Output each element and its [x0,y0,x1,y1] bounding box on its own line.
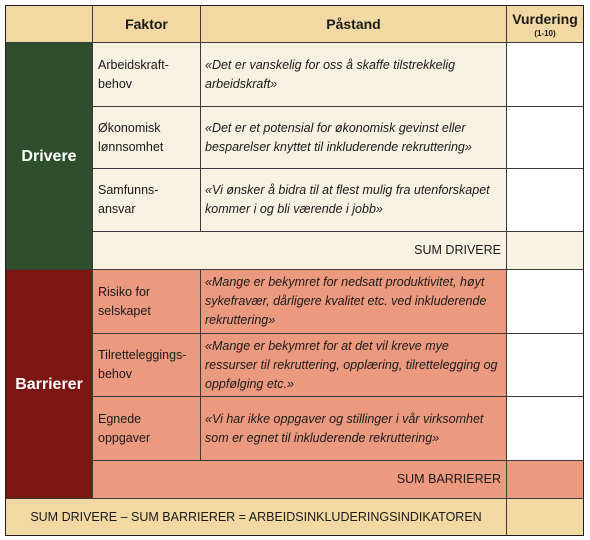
drivers-category-label: Drivere [21,147,77,165]
claim-text: «Mange er bekymret for at det vil kreve mye ressurser til rekruttering, opplæring, tilrettelegging og oppfølging etc.» [205,338,498,391]
sum-drivers-label: SUM DRIVERE [414,243,501,257]
claim-text: «Vi har ikke oppgaver og stillinger i vår virksomhet som er egnet til inkluderende rekruttering» [205,411,484,445]
drivers-row-2-rating-input[interactable] [507,107,583,169]
indicator-row [6,498,507,535]
drivers-row-3-rating-input[interactable] [507,169,583,232]
sum-barriers-label: SUM BARRIERER [396,472,501,486]
barriers-row-2-rating-input[interactable] [507,334,583,397]
drivers-row-3-factor [93,169,201,232]
indicator-formula-label: SUM DRIVERE – SUM BARRIERER = ARBEIDSINKLUDERINGSINDIKATOREN [30,509,482,524]
barriers-row-3-rating-input[interactable] [507,397,583,461]
column-header-factor-label: Faktor [125,15,168,32]
sum-barriers-row [93,461,507,498]
assessment-table [5,5,584,536]
drivers-row-1-rating-input[interactable] [507,43,583,107]
drivers-row-1-factor [93,43,201,107]
factor-label: Arbeidskraft-behov [98,57,169,91]
drivers-row-3-claim [201,169,507,232]
indicator-value[interactable] [507,498,583,535]
column-header-factor [93,6,201,43]
factor-label: Økonomisk lønnsomhet [98,120,164,154]
factor-label: Risiko for selskapet [98,284,151,318]
barriers-row-1-claim [201,270,507,334]
drivers-row-2-factor [93,107,201,169]
factor-label: Tilretteleggings-behov [98,348,187,381]
column-header-claim [201,6,507,43]
sum-barriers-value[interactable] [507,461,583,498]
drivers-row-2-claim [201,107,507,169]
barriers-row-2-factor [93,334,201,397]
header-blank-cell [6,6,93,43]
sum-drivers-value[interactable] [507,232,583,269]
rating-scale-note: (1-10) [534,29,556,38]
barriers-row-3-claim [201,397,507,461]
barriers-row-1-rating-input[interactable] [507,270,583,334]
drivers-category-cell [6,43,93,269]
column-header-claim-label: Påstand [326,15,381,32]
column-header-rating [507,6,583,43]
barriers-row-3-factor [93,397,201,461]
claim-text: «Det er et potensial for økonomisk gevinst eller besparelser knyttet til inkluderende rekruttering» [205,120,472,154]
drivers-row-1-claim [201,43,507,107]
barriers-category-cell [6,270,93,498]
claim-text: «Vi ønsker å bidra til at flest mulig fra utenforskapet kommer i og bli værende i jobb» [205,183,490,216]
factor-label: Samfunns- ansvar [98,183,159,216]
barriers-category-label: Barrierer [15,375,83,393]
sum-drivers-row [93,232,507,269]
factor-label: Egnede oppgaver [98,411,151,445]
column-header-rating-label: Vurdering [512,11,578,27]
barriers-row-2-claim [201,334,507,397]
claim-text: «Det er vanskelig for oss å skaffe tilstrekkelig arbeidskraft» [205,57,456,91]
barriers-row-1-factor [93,270,201,334]
claim-text: «Mange er bekymret for nedsatt produktivitet, høyt sykefravær, dårligere kvalitet etc. ved inkluderende rekruttering» [205,275,487,327]
